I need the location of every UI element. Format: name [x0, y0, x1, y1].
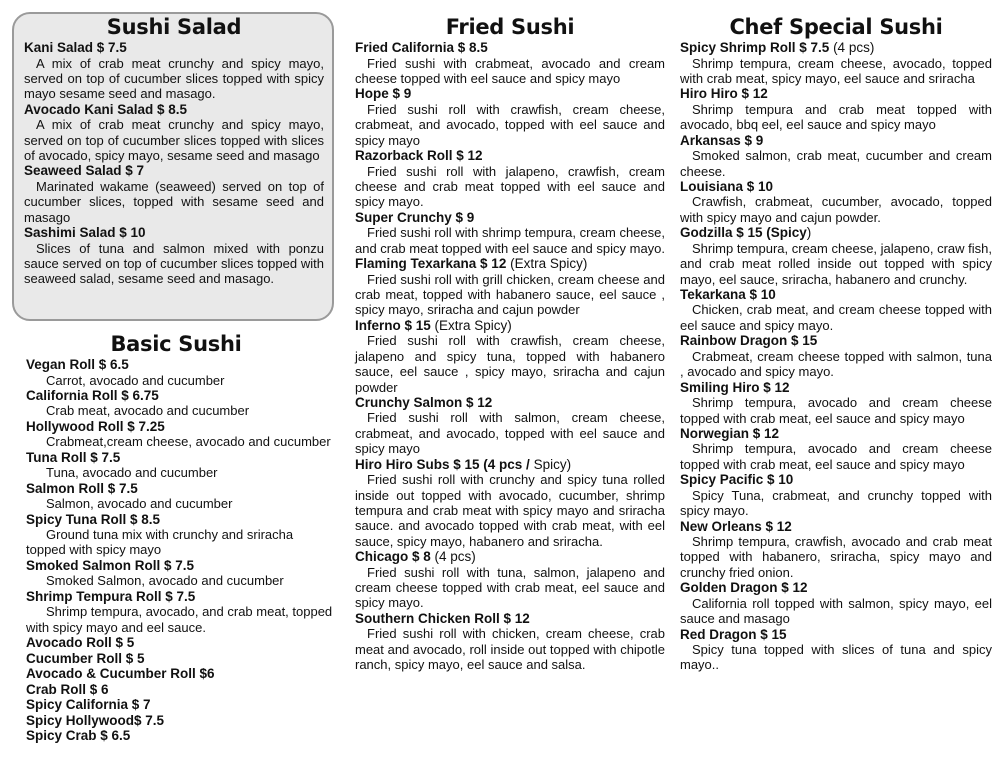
item-name-price: Crunchy Salmon $ 12 — [355, 394, 493, 410]
menu-item-description: Fried sushi roll with jalapeno, crawfish, cream cheese and crab meat topped with eel sauce and spicy mayo. — [355, 163, 665, 210]
menu-item — [24, 225, 324, 287]
menu-item-description: Tuna, avocado and cucumber — [46, 465, 218, 481]
item-name-price: Chicago $ 8 — [355, 549, 431, 565]
item-name-price: Golden Dragon $ 12 — [680, 580, 808, 596]
menu-item-name — [26, 450, 334, 466]
menu-item — [26, 682, 334, 698]
middle-column — [355, 0, 665, 673]
menu-item-name — [26, 558, 334, 574]
item-name-price: New Orleans $ 12 — [680, 518, 792, 534]
menu-item — [355, 40, 665, 86]
menu-item-description: Slices of tuna and salmon mixed with ponzu sauce served on top of cucumber slices topped with seaweed salad, sesame seed and masago. — [24, 240, 324, 287]
menu-item — [355, 457, 665, 550]
menu-item-name — [26, 697, 334, 713]
menu-item-name — [680, 287, 992, 303]
menu-item-name — [355, 611, 665, 627]
item-name-price: Avocado Roll $ 5 — [26, 635, 135, 651]
menu-item-name — [26, 728, 334, 744]
item-note: (Extra Spicy) — [430, 317, 512, 333]
item-name-price: Hollywood Roll $ 7.25 — [26, 418, 165, 434]
menu-item-name — [680, 580, 992, 596]
menu-item — [680, 380, 992, 426]
menu-item-description: Shrimp tempura, avocado and cream cheese topped with crab meat, eel sauce and spicy mayo — [680, 395, 992, 426]
item-name-price: Spicy Tuna Roll $ 8.5 — [26, 511, 161, 527]
item-name-price: Crab Roll $ 6 — [26, 681, 109, 697]
menu-item-name — [680, 426, 992, 442]
item-note: (4 pcs) — [430, 549, 476, 565]
menu-item-name — [355, 395, 665, 411]
menu-item-name — [26, 666, 334, 682]
menu-item-name — [355, 318, 665, 334]
menu-item-name — [680, 225, 992, 241]
left-column — [12, 0, 334, 744]
menu-item — [680, 179, 992, 225]
menu-item — [24, 163, 324, 225]
menu-item-name — [680, 472, 992, 488]
menu-item-name — [355, 256, 665, 272]
menu-item-description: Spicy tuna topped with slices of tuna and spicy mayo.. — [680, 642, 992, 673]
menu-item-description: Fried sushi roll with chicken, cream cheese, crab meat and avocado, roll inside out topped with chipotle ranch, spicy mayo, eel sauce and salsa. — [355, 626, 665, 673]
menu-item-description: A mix of crab meat crunchy and spicy mayo, served on top of cucumber slices topped with slices of avocado, spicy mayo, sesame seed and masago — [24, 117, 324, 164]
menu-item — [355, 256, 665, 318]
menu-item — [26, 728, 334, 744]
item-name-price: Cucumber Roll $ 5 — [26, 650, 145, 666]
menu-item-name — [24, 102, 324, 118]
menu-item — [26, 697, 334, 713]
basic-sushi-list — [12, 357, 334, 744]
chef-special-title: Chef Special Sushi — [729, 15, 943, 39]
menu-item — [26, 357, 334, 388]
sushi-salad-list — [24, 40, 324, 287]
menu-item — [680, 133, 992, 179]
menu-item-description: Spicy Tuna, crabmeat, and crunchy topped with spicy mayo. — [680, 487, 992, 519]
menu-item-name — [26, 388, 334, 404]
item-name-price: Smoked Salmon Roll $ 7.5 — [26, 557, 195, 573]
item-name-price: Southern Chicken Roll $ 12 — [355, 610, 530, 626]
menu-item-description: Crawfish, crabmeat, cucumber, avocado, topped with spicy mayo and cajun powder. — [680, 194, 992, 225]
item-name-price: Salmon Roll $ 7.5 — [26, 480, 138, 496]
menu-item-description: Fried sushi roll with tuna, salmon, jalapeno and cream cheese topped with crab meat, eel sauce and spicy mayo. — [355, 564, 665, 611]
menu-item-description: Shrimp tempura, crawfish, avocado and crab meat topped with habanero, sriracha, spicy mayo and crunchy fried onion. — [680, 534, 992, 580]
item-name-price: Norwegian $ 12 — [680, 425, 780, 441]
menu-item-description: Carrot, avocado and cucumber — [46, 372, 225, 388]
item-name-price: Red Dragon $ 15 — [680, 626, 787, 642]
menu-item-description: Fried sushi roll with grill chicken, cream cheese and crab meat, topped with habanero sauce, eel sauce , spicy mayo, sriracha and cajun powder — [355, 271, 665, 318]
item-name-price: Tekarkana $ 10 — [680, 286, 776, 302]
item-name-price: Louisiana $ 10 — [680, 178, 774, 194]
menu-item — [680, 580, 992, 626]
menu-item — [680, 519, 992, 581]
menu-item-name — [26, 357, 334, 373]
menu-item-name — [355, 86, 665, 102]
menu-item-description: Shrimp tempura, avocado, and crab meat, topped with spicy mayo and eel sauce. — [26, 604, 333, 635]
menu-item-name — [355, 457, 665, 473]
menu-item — [355, 611, 665, 673]
menu-item — [680, 40, 992, 86]
menu-item-description: Chicken, crab meat, and cream cheese topped with eel sauce and spicy mayo. — [680, 302, 992, 333]
item-name-price: Sashimi Salad $ 10 — [24, 225, 146, 241]
item-name-price: Smiling Hiro $ 12 — [680, 379, 790, 395]
item-note: (Extra Spicy) — [506, 256, 588, 272]
item-name-price: Fried California $ 8.5 — [355, 40, 488, 55]
menu-item-description: A mix of crab meat crunchy and spicy mayo, served on top of cucumber slices topped with spicy mayo sesame seed and masago. — [24, 55, 324, 102]
menu-item-description: Crabmeat,cream cheese, avocado and cucumber — [46, 434, 331, 450]
menu-item — [355, 549, 665, 611]
menu-item-name — [355, 210, 665, 226]
item-name-price: Spicy Pacific $ 10 — [680, 472, 794, 488]
menu-item-description: Shrimp tempura, cream cheese, jalapeno, craw fish, and crab meat rolled inside out topped with spicy mayo, eel sauce, sriracha, habanero and crunchy. — [680, 240, 992, 287]
item-name-price: Hope $ 9 — [355, 86, 412, 102]
menu-item — [26, 713, 334, 729]
menu-item-name — [26, 419, 334, 435]
menu-item-name — [680, 179, 992, 195]
menu-item-name — [355, 40, 665, 56]
item-note: ) — [806, 225, 812, 241]
menu-item-name — [680, 333, 992, 349]
menu-item-description: Fried sushi roll with shrimp tempura, cream cheese, and crab meat topped with eel sauce and spicy mayo. — [355, 225, 666, 256]
menu-item — [26, 450, 334, 481]
menu-item-name — [24, 225, 324, 241]
menu-item-description: Shrimp tempura, cream cheese, avocado, topped with crab meat, spicy mayo, eel sauce and sriracha — [680, 55, 992, 86]
fried-sushi-list — [355, 40, 665, 673]
menu-item-description: Fried sushi roll with crawfish, cream cheese, crabmeat, and avocado, topped with eel sauce and spicy mayo — [355, 101, 665, 148]
menu-item-description: Fried sushi roll with crunchy and spicy tuna rolled inside out topped with avocado, cucumber, shrimp tempura and crab meat with spicy mayo and sriracha sauce. and avocado topped with crab meat, with eel sauce, spicy mayo, habanero and sriracha. — [355, 472, 665, 549]
chef-special-list — [680, 40, 992, 673]
item-name-price: Godzilla $ 15 (Spicy — [680, 225, 807, 241]
menu-item — [355, 210, 665, 256]
menu-item-description: Smoked salmon, crab meat, cucumber and cream cheese. — [680, 148, 992, 179]
menu-item — [24, 102, 324, 164]
item-name-price: Hiro Hiro $ 12 — [680, 86, 768, 102]
menu-item-description: Fried sushi with crabmeat, avocado and cream cheese topped with eel sauce and spicy mayo — [355, 55, 665, 86]
menu-item-description: Marinated wakame (seaweed) served on top of cucumber slices, topped with sesame seed and masago — [24, 178, 324, 225]
menu-item-name — [26, 481, 334, 497]
menu-item-name — [24, 163, 324, 179]
menu-item-name — [680, 519, 992, 535]
menu-item — [355, 395, 665, 457]
item-name-price: Hiro Hiro Subs $ 15 (4 pcs / — [355, 456, 530, 472]
menu-item — [355, 318, 665, 395]
menu-item-description: Shrimp tempura, avocado and cream cheese topped with crab meat, eel sauce and spicy mayo — [680, 441, 992, 472]
item-name-price: Spicy California $ 7 — [26, 697, 151, 713]
menu-item-name — [26, 589, 334, 605]
item-name-price: Arkansas $ 9 — [680, 132, 764, 148]
menu-item-description: Shrimp tempura and crab meat topped with avocado, bbq eel, eel sauce and spicy mayo — [680, 101, 992, 133]
menu-item-description: Fried sushi roll with crawfish, cream cheese, jalapeno and spicy tuna, topped with habanero sauce, eel sauce , spicy mayo, sriracha and cajun powder — [355, 333, 665, 395]
menu-item — [355, 86, 665, 148]
item-name-price: Shrimp Tempura Roll $ 7.5 — [26, 588, 196, 604]
item-note: (4 pcs) — [829, 40, 875, 55]
item-name-price: Avocado & Cucumber Roll $6 — [26, 666, 215, 682]
menu-item-description: Ground tuna mix with crunchy and sriracha topped with spicy mayo — [26, 527, 294, 558]
item-name-price: Seaweed Salad $ 7 — [24, 163, 145, 179]
menu-item — [26, 558, 334, 589]
menu-item — [26, 666, 334, 682]
menu-item-name — [680, 133, 992, 149]
menu-item-name — [680, 40, 992, 56]
menu-item — [26, 651, 334, 667]
menu-item — [680, 426, 992, 472]
menu-item-description: Crabmeat, cream cheese topped with salmon, tuna , avocado and spicy mayo. — [680, 348, 992, 380]
item-name-price: Spicy Shrimp Roll $ 7.5 — [680, 40, 830, 55]
item-name-price: Spicy Crab $ 6.5 — [26, 728, 131, 744]
menu-item — [26, 481, 334, 512]
menu-item-name — [355, 148, 665, 164]
item-name-price: Spicy Hollywood$ 7.5 — [26, 712, 165, 728]
menu-item-name — [26, 651, 334, 667]
basic-sushi-title: Basic Sushi — [110, 332, 242, 356]
item-name-price: California Roll $ 6.75 — [26, 387, 159, 403]
sushi-salad-section — [12, 12, 334, 321]
menu-item-name — [26, 713, 334, 729]
menu-item-name — [680, 86, 992, 102]
menu-item — [24, 40, 324, 102]
menu-item — [26, 589, 334, 635]
menu-item — [680, 86, 992, 132]
item-name-price: Inferno $ 15 — [355, 317, 431, 333]
menu-item-description: Smoked Salmon, avocado and cucumber — [46, 573, 284, 589]
menu-item — [680, 287, 992, 333]
menu-item — [680, 333, 992, 379]
menu-item — [355, 148, 665, 210]
item-name-price: Razorback Roll $ 12 — [355, 148, 483, 164]
item-name-price: Super Crunchy $ 9 — [355, 209, 475, 225]
menu-item-name — [26, 635, 334, 651]
menu-item-description: Salmon, avocado and cucumber — [46, 496, 233, 512]
right-column — [680, 0, 992, 673]
menu-item-name — [26, 512, 334, 528]
sushi-salad-title: Sushi Salad — [106, 15, 242, 39]
menu-item — [26, 419, 334, 450]
menu-item-name — [680, 627, 992, 643]
menu-item-name — [355, 549, 665, 565]
menu-item-name — [26, 682, 334, 698]
item-name-price: Kani Salad $ 7.5 — [24, 40, 127, 55]
menu-item-description: Crab meat, avocado and cucumber — [46, 403, 250, 419]
item-note: Spicy) — [529, 456, 572, 472]
item-name-price: Vegan Roll $ 6.5 — [26, 357, 129, 372]
menu-item — [680, 225, 992, 287]
menu-item-name — [680, 380, 992, 396]
menu-item-description: California roll topped with salmon, spicy mayo, eel sauce and masago — [680, 595, 992, 627]
item-name-price: Flaming Texarkana $ 12 — [355, 256, 507, 272]
menu-item — [26, 635, 334, 651]
fried-sushi-title: Fried Sushi — [445, 15, 575, 39]
menu-item — [680, 472, 992, 518]
item-name-price: Tuna Roll $ 7.5 — [26, 449, 121, 465]
menu-item-description: Fried sushi roll with salmon, cream cheese, crabmeat, and avocado, topped with eel sauce and spicy mayo — [355, 410, 665, 457]
menu-item — [680, 627, 992, 673]
item-name-price: Avocado Kani Salad $ 8.5 — [24, 101, 188, 117]
menu-item — [26, 388, 334, 419]
menu-item — [26, 512, 334, 558]
menu-item-name — [24, 40, 324, 56]
item-name-price: Rainbow Dragon $ 15 — [680, 333, 818, 349]
